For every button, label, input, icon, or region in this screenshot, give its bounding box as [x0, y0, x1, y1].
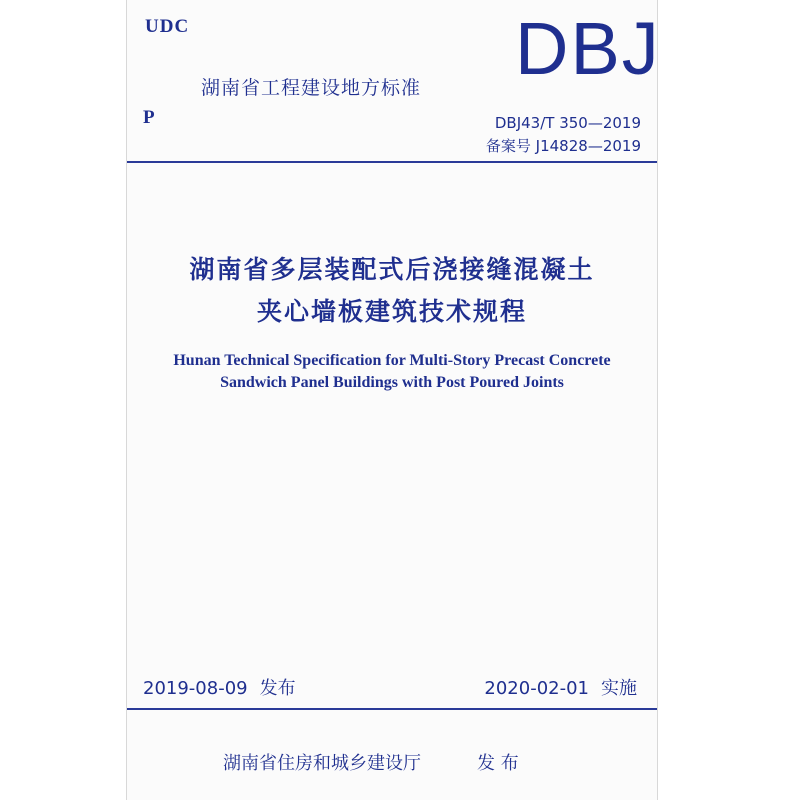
standard-cover: [126, 0, 661, 800]
publish-label: 发 布: [477, 753, 519, 774]
release-label: 发布: [259, 678, 296, 699]
dbj-logo: DBJ: [515, 7, 661, 90]
effective-label: 实施: [601, 678, 637, 699]
bottom-divider: [127, 708, 657, 710]
chinese-title-line-1: 湖南省多层装配式后浇接缝混凝土: [189, 255, 595, 284]
release-info: [143, 674, 296, 700]
publisher-name: 湖南省住房和城乡建设厅: [223, 753, 421, 774]
record-number: 备案号 J14828—2019: [485, 137, 641, 155]
publisher-line: [223, 749, 519, 775]
english-title-line-1: Hunan Technical Specification for Multi-Story Precast Concrete: [173, 352, 611, 369]
classification-mark: P: [143, 107, 155, 128]
effective-date: 2020-02-01: [484, 678, 589, 699]
english-title-line-2: Sandwich Panel Buildings with Post Poured Joints: [220, 374, 564, 391]
issuer-category: 湖南省工程建设地方标准: [201, 77, 422, 99]
top-divider: [127, 161, 657, 163]
release-date: 2019-08-09: [143, 678, 248, 699]
effective-info: [484, 674, 637, 700]
standard-number: DBJ43/T 350—2019: [494, 114, 641, 132]
udc-label: UDC: [145, 16, 190, 37]
chinese-title-line-2: 夹心墙板建筑技术规程: [256, 297, 527, 326]
